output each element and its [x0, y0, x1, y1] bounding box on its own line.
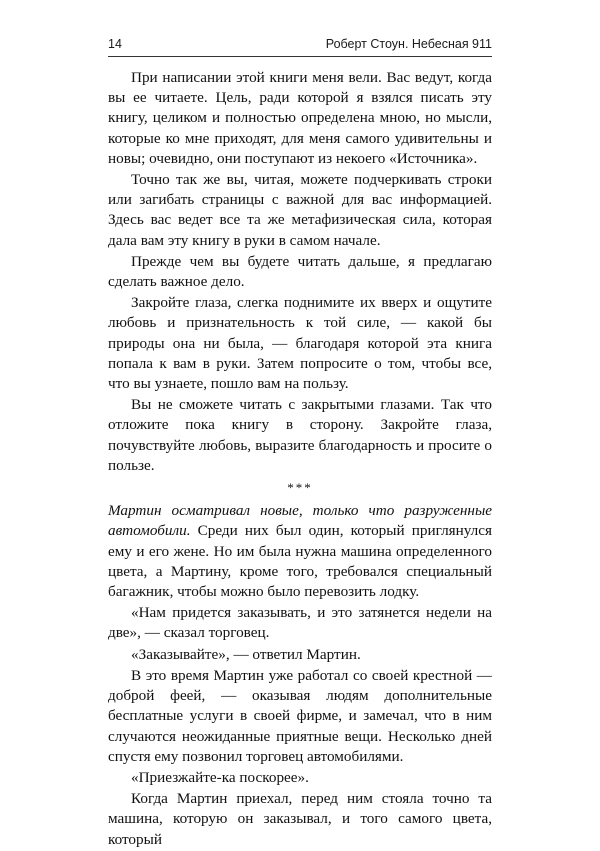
italic-opening: Мартин осматривал новые, только что разруженные автомобили. [108, 502, 492, 540]
page-header [108, 33, 492, 55]
paragraph-7: «Нам придется заказывать, и это затянется недели на две», — сказал торговец. [108, 604, 492, 642]
paragraph-8: «Заказывайте», — ответил Мартин. [131, 645, 361, 663]
paragraph-4: Закройте глаза, слегка поднимите их вверх и ощутите любовь и признательность к той силе, — какой бы природы она ни была, — благодаря которой эта книга попала к вам в руки. Затем попросите о том, чтобы все, что вы узнаете, пошло вам на пользу. [108, 294, 492, 393]
paragraph-3: Прежде чем вы будете читать дальше, я предлагаю сделать важное дело. [108, 252, 492, 291]
section-separator: *** [287, 480, 313, 496]
paragraph-11: Когда Мартин приехал, перед ним стояла точно та машина, которую он заказывал, и того самого цвета, который [108, 790, 492, 848]
paragraph-5: Вы не сможете читать с закрытыми глазами. Так что отложите пока книгу в сторону. Закройте глаза, почувствуйте любовь, выразите благодарность и просите о пользе. [108, 396, 492, 474]
running-title: Роберт Стоун. Небесная 911 [325, 37, 492, 51]
paragraph-2: Точно так же вы, читая, можете подчеркивать строки или загибать страницы с важной для вас информацией. Здесь вас ведет все та же метафизическая сила, которая дала вам эту книгу в руки в самом начале. [108, 171, 492, 249]
paragraph-10: «Приезжайте-ка поскорее». [131, 768, 309, 786]
paragraph-9: В это время Мартин уже работал со своей крестной — доброй феей, — оказывая людям дополнительные бесплатные услуги в своей фирме, и замечал, что в ним случаются неожиданные приятные вещи. Несколько дней спустя ему позвонил торговец автомобилями. [108, 666, 492, 765]
page-number: 14 [108, 37, 122, 51]
paragraph-6 [108, 501, 492, 602]
header-rule [108, 56, 492, 57]
paragraph-6-rest: Среди них был один, который приглянулся ему и его жене. Но им была нужна машина определенного цвета, а Мартину, кроме того, требовался специальный багажник, чтобы можно было перевозить лодку. [108, 522, 492, 601]
body-text [108, 68, 492, 851]
paragraph-1: При написании этой книги меня вели. Вас ведут, когда вы ее читаете. Цель, ради которой я взялся писать эту книгу, целиком и полностью определена мною, но мысли, которые ко мне приходят, для меня самого удивительны и новы; очевидно, они поступают из некоего «Источника». [108, 69, 492, 167]
